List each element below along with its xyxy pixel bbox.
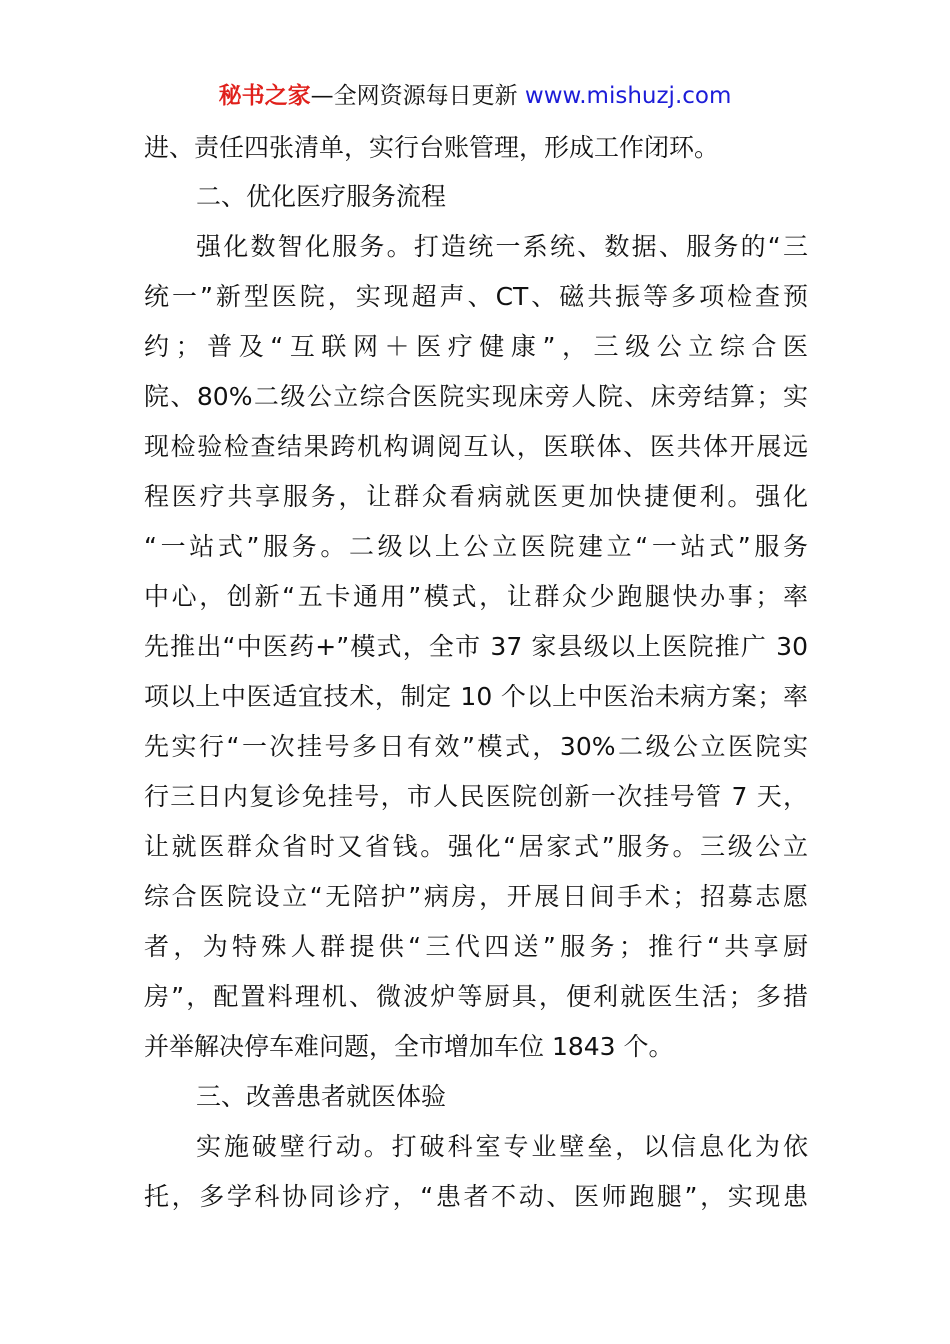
text-line: 并举解决停车难问题，全市增加车位 1843 个。 (144, 1032, 674, 1061)
section-heading: 三、改善患者就医体验 (196, 1082, 447, 1111)
text-line: 先实行“一次挂号多日有效”模式，30%二级公立医院实 (144, 732, 808, 761)
text-line: 让就医群众省时又省钱。强化“居家式”服务。三级公立 (144, 832, 808, 861)
section-heading: 二、优化医疗服务流程 (196, 182, 447, 211)
page-header (0, 80, 950, 112)
text-line: 者，为特殊人群提供“三代四送”服务；推行“共享厨 (144, 932, 808, 961)
text-line: 实施破壁行动。打破科室专业壁垒，以信息化为依 (196, 1132, 808, 1161)
text-line: “一站式”服务。二级以上公立医院建立“一站式”服务 (144, 532, 808, 561)
text-line: 中心，创新“五卡通用”模式，让群众少跑腿快办事；率 (144, 582, 808, 611)
text-line: 行三日内复诊免挂号，市人民医院创新一次挂号管 7 天， (144, 782, 808, 811)
text-line: 托，多学科协同诊疗，“患者不动、医师跑腿”，实现患 (144, 1182, 808, 1211)
text-line: 院、80%二级公立综合医院实现床旁人院、床旁结算；实 (144, 382, 808, 411)
site-url[interactable]: www.mishuzj.com (524, 83, 732, 109)
header-tagline: —全网资源每日更新 (310, 83, 525, 109)
text-line: 先推出“中医药+”模式，全市 37 家县级以上医院推广 30 (144, 632, 808, 661)
brand-name: 秘书之家 (218, 83, 311, 109)
text-line: 房”，配置料理机、微波炉等厨具，便利就医生活；多措 (144, 982, 808, 1011)
text-line: 现检验检查结果跨机构调阅互认，医联体、医共体开展远 (144, 432, 808, 461)
text-line: 统一”新型医院，实现超声、CT、磁共振等多项检查预 (144, 282, 808, 311)
text-line: 项以上中医适宜技术，制定 10 个以上中医治未病方案；率 (144, 682, 808, 711)
text-line: 程医疗共享服务，让群众看病就医更加快捷便利。强化 (144, 482, 808, 511)
text-line: 进、责任四张清单，实行台账管理，形成工作闭环。 (144, 133, 720, 162)
text-line: 约；普及“互联网＋医疗健康”，三级公立综合医 (144, 332, 808, 361)
text-line: 强化数智化服务。打造统一系统、数据、服务的“三 (196, 232, 808, 261)
text-line: 综合医院设立“无陪护”病房，开展日间手术；招募志愿 (144, 882, 808, 911)
